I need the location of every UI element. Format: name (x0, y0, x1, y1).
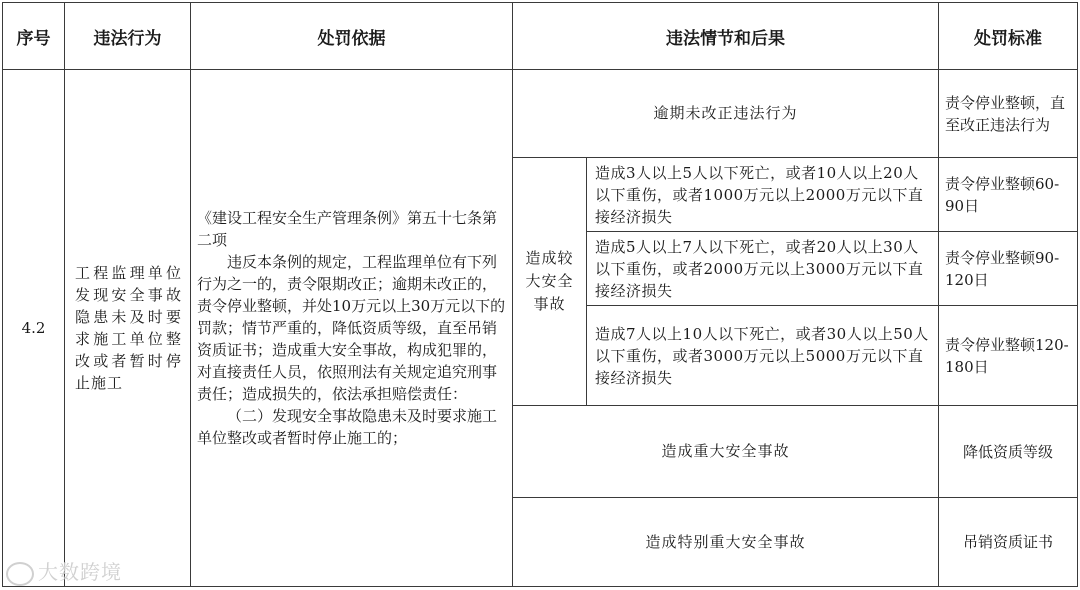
basis-citation: 《建设工程安全生产管理条例》第五十七条第二项 (197, 209, 498, 249)
row-basis (191, 70, 513, 587)
row-seq: 4.2 (3, 70, 65, 587)
header-penalty: 处罚标准 (939, 3, 1078, 70)
header-row (3, 3, 1078, 70)
major-case-detail: 造成5人以上7人以下死亡，或者20人以上30人以下重伤，或者2000万元以上3000万元以下直接经济损失 (587, 232, 939, 306)
watermark-logo-icon (6, 562, 34, 586)
header-circumstance: 违法情节和后果 (513, 3, 939, 70)
major-case-detail: 造成3人以上5人以下死亡，或者10人以上20人以下重伤，或者1000万元以上2000万元以下直接经济损失 (587, 158, 939, 232)
basis-text: 违反本条例的规定，工程监理单位有下列行为之一的，责令限期改正；逾期未改正的，责令停业整顿，并处10万元以上30万元以下的罚款；情节严重的，降低资质等级，直至吊销资质证书；造成重大安全事故，构成犯罪的，对直接责任人员，依照刑法有关规定追究刑事责任；造成损失的，依法承担赔偿责任： (197, 253, 506, 403)
penalty-overdue: 责令停业整顿，直至改正违法行为 (939, 70, 1078, 158)
circumstance-overdue: 逾期未改正违法行为 (513, 70, 939, 158)
watermark-text: 大数跨境 (38, 560, 122, 584)
penalty-especially-serious: 吊销资质证书 (939, 498, 1078, 587)
major-case-penalty: 责令停业整顿60-90日 (939, 158, 1078, 232)
header-seq: 序号 (3, 3, 65, 70)
basis-item: （二）发现安全事故隐患未及时要求施工单位整改或者暂时停止施工的； (197, 407, 498, 447)
circumstance-serious: 造成重大安全事故 (513, 406, 939, 498)
header-basis: 处罚依据 (191, 3, 513, 70)
header-act: 违法行为 (65, 3, 191, 70)
table-row (3, 70, 1078, 158)
penalty-table (2, 2, 1078, 587)
major-accident-group: 造成较大安全事故 (513, 158, 587, 406)
major-case-penalty: 责令停业整顿120-180日 (939, 306, 1078, 406)
row-act: 工程监理单位发现安全事故隐患未及时要求施工单位整改或者暂时停止施工 (65, 70, 191, 587)
major-case-detail: 造成7人以上10人以下死亡，或者30人以上50人以下重伤，或者3000万元以上5000万元以下直接经济损失 (587, 306, 939, 406)
major-case-penalty: 责令停业整顿90-120日 (939, 232, 1078, 306)
circumstance-especially-serious: 造成特别重大安全事故 (513, 498, 939, 587)
penalty-serious: 降低资质等级 (939, 406, 1078, 498)
watermark (6, 556, 122, 586)
